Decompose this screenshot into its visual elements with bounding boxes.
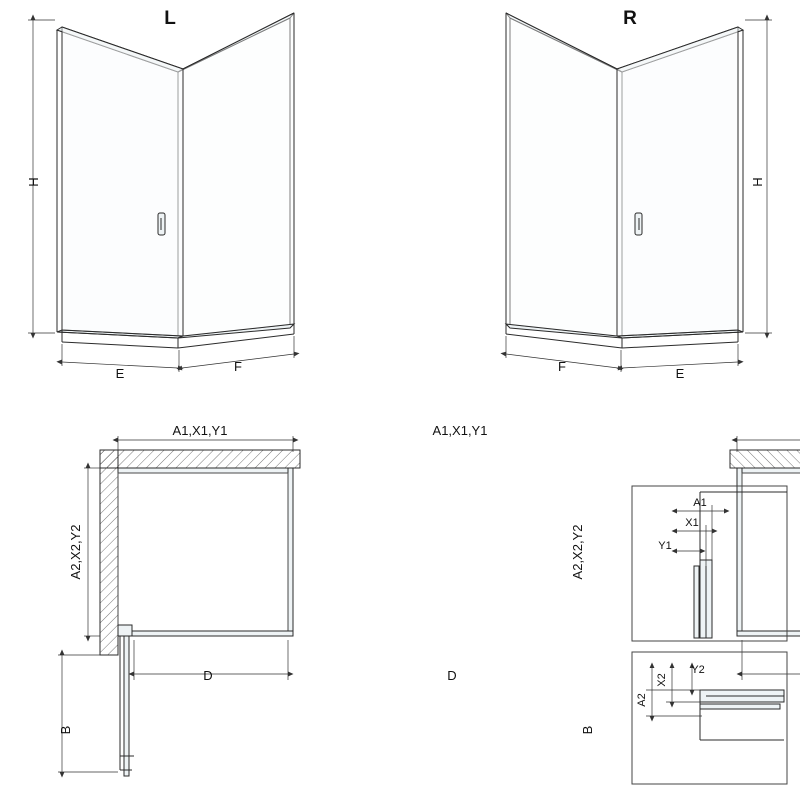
dimension-door-swing-left <box>58 655 118 772</box>
plan-view-right <box>730 436 800 776</box>
label-detail-y2: Y2 <box>691 664 705 676</box>
label-detail-a2: A2 <box>636 693 648 707</box>
label-height-right: H <box>750 177 765 187</box>
view-title-right: R <box>623 8 637 29</box>
label-detail-x1: X1 <box>685 517 699 529</box>
label-plan-top-left: A1,X1,Y1 <box>172 423 228 438</box>
label-side-e-right: E <box>675 366 685 381</box>
label-door-swing-left: B <box>58 725 73 735</box>
door-handle-left <box>158 213 165 235</box>
label-side-f-right: F <box>558 359 566 374</box>
label-height-left: H <box>26 177 41 187</box>
view-title-left: L <box>164 8 176 29</box>
label-detail-a1: A1 <box>693 497 707 509</box>
label-side-e-left: E <box>115 366 125 381</box>
label-plan-side-right: A2,X2,Y2 <box>570 524 585 580</box>
label-detail-x2: X2 <box>656 673 668 687</box>
isometric-view-left <box>26 8 294 381</box>
detail-view-top <box>632 486 787 641</box>
label-side-f-left: F <box>234 359 242 374</box>
label-door-width-right: D <box>447 668 457 683</box>
label-door-swing-right: B <box>580 725 595 735</box>
isometric-view-right <box>506 13 772 372</box>
label-plan-side-left: A2,X2,Y2 <box>68 524 83 580</box>
door-leaf-left <box>118 625 134 776</box>
door-handle-right <box>635 213 642 235</box>
detail-view-bottom <box>632 652 787 784</box>
label-plan-top-right: A1,X1,Y1 <box>432 423 488 438</box>
dimension-plan-side-left <box>84 468 100 636</box>
plan-view-left <box>58 423 300 776</box>
dimension-height-left <box>28 20 55 333</box>
label-detail-y1: Y1 <box>658 540 672 552</box>
label-door-width-left: D <box>203 668 213 683</box>
